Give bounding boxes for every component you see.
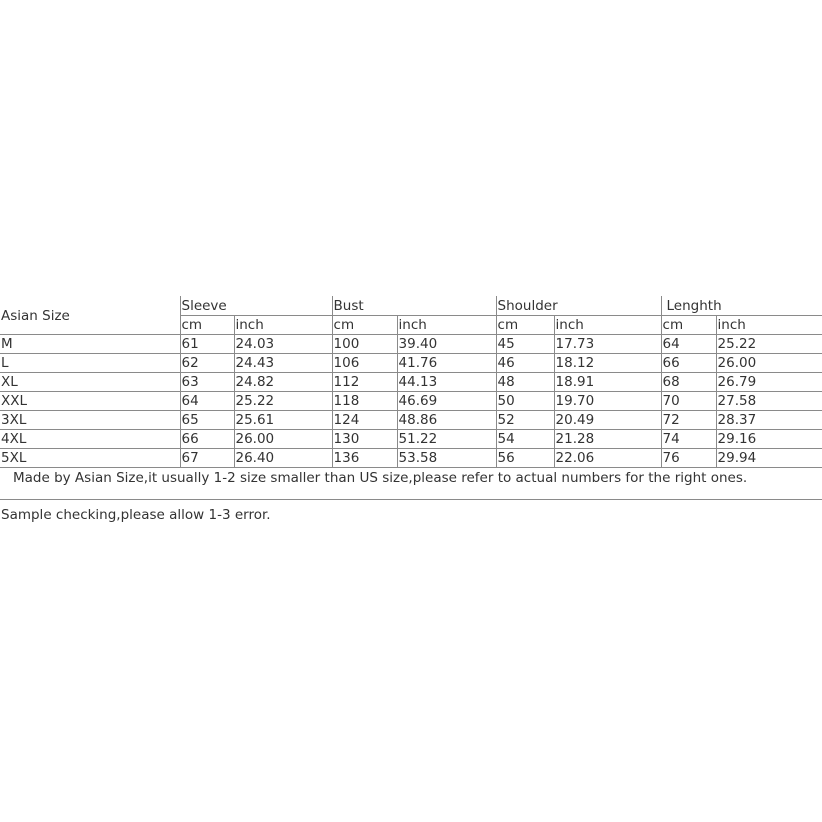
- bust-cm-cell: 106: [332, 354, 397, 373]
- size-label-cell: XL: [0, 373, 180, 392]
- size-chart-table: [0, 296, 822, 500]
- size-label-cell: 3XL: [0, 411, 180, 430]
- group-header-row: [0, 296, 822, 316]
- unit-inch-header: inch: [554, 316, 661, 335]
- sleeve-cm-cell: 65: [180, 411, 234, 430]
- bust-inch-cell: 39.40: [397, 335, 496, 354]
- unit-inch-header: inch: [397, 316, 496, 335]
- bust-inch-cell: 41.76: [397, 354, 496, 373]
- sleeve-cm-cell: 67: [180, 449, 234, 468]
- table-row: [0, 411, 822, 430]
- table-row: [0, 392, 822, 411]
- unit-cm-header: cm: [332, 316, 397, 335]
- unit-cm-header: cm: [180, 316, 234, 335]
- size-label-cell: XXL: [0, 392, 180, 411]
- sleeve-cm-cell: 66: [180, 430, 234, 449]
- size-footnote: Made by Asian Size,it usually 1-2 size smaller than US size,please refer to actual numbers for the right ones.: [0, 468, 822, 500]
- bust-cm-cell: 112: [332, 373, 397, 392]
- sleeve-inch-cell: 25.22: [234, 392, 332, 411]
- sleeve-cm-cell: 63: [180, 373, 234, 392]
- shoulder-inch-cell: 21.28: [554, 430, 661, 449]
- bust-inch-cell: 46.69: [397, 392, 496, 411]
- length-cm-cell: 64: [661, 335, 716, 354]
- table-row: [0, 373, 822, 392]
- sleeve-cm-cell: 62: [180, 354, 234, 373]
- sleeve-cm-cell: 61: [180, 335, 234, 354]
- bust-cm-cell: 136: [332, 449, 397, 468]
- footnote-row: [0, 468, 822, 500]
- shoulder-cm-cell: 48: [496, 373, 554, 392]
- sleeve-inch-cell: 25.61: [234, 411, 332, 430]
- shoulder-cm-cell: 50: [496, 392, 554, 411]
- shoulder-cm-cell: 45: [496, 335, 554, 354]
- size-label-cell: 4XL: [0, 430, 180, 449]
- sleeve-header: Sleeve: [180, 296, 332, 316]
- shoulder-cm-cell: 46: [496, 354, 554, 373]
- length-cm-cell: 68: [661, 373, 716, 392]
- shoulder-inch-cell: 18.91: [554, 373, 661, 392]
- sleeve-inch-cell: 26.40: [234, 449, 332, 468]
- unit-cm-header: cm: [496, 316, 554, 335]
- bust-inch-cell: 48.86: [397, 411, 496, 430]
- bust-inch-cell: 51.22: [397, 430, 496, 449]
- table-row: [0, 449, 822, 468]
- sample-note: Sample checking,please allow 1-3 error.: [1, 507, 271, 523]
- length-cm-cell: 70: [661, 392, 716, 411]
- bust-inch-cell: 44.13: [397, 373, 496, 392]
- table-row: [0, 354, 822, 373]
- shoulder-cm-cell: 54: [496, 430, 554, 449]
- length-inch-cell: 29.16: [716, 430, 822, 449]
- shoulder-inch-cell: 19.70: [554, 392, 661, 411]
- length-cm-cell: 66: [661, 354, 716, 373]
- unit-inch-header: inch: [234, 316, 332, 335]
- bust-cm-cell: 130: [332, 430, 397, 449]
- length-cm-cell: 72: [661, 411, 716, 430]
- asian-size-header: Asian Size: [0, 296, 180, 335]
- sleeve-inch-cell: 24.03: [234, 335, 332, 354]
- bust-cm-cell: 124: [332, 411, 397, 430]
- sleeve-inch-cell: 24.43: [234, 354, 332, 373]
- length-inch-cell: 25.22: [716, 335, 822, 354]
- bust-header: Bust: [332, 296, 496, 316]
- shoulder-inch-cell: 20.49: [554, 411, 661, 430]
- shoulder-cm-cell: 56: [496, 449, 554, 468]
- shoulder-cm-cell: 52: [496, 411, 554, 430]
- length-inch-cell: 28.37: [716, 411, 822, 430]
- table-row: [0, 335, 822, 354]
- size-label-cell: 5XL: [0, 449, 180, 468]
- size-rows: [0, 335, 822, 468]
- shoulder-inch-cell: 22.06: [554, 449, 661, 468]
- shoulder-inch-cell: 18.12: [554, 354, 661, 373]
- length-cm-cell: 76: [661, 449, 716, 468]
- sleeve-cm-cell: 64: [180, 392, 234, 411]
- length-inch-cell: 27.58: [716, 392, 822, 411]
- bust-inch-cell: 53.58: [397, 449, 496, 468]
- sleeve-inch-cell: 26.00: [234, 430, 332, 449]
- length-inch-cell: 26.79: [716, 373, 822, 392]
- shoulder-header: Shoulder: [496, 296, 661, 316]
- bust-cm-cell: 118: [332, 392, 397, 411]
- length-header: Lenghth: [661, 296, 822, 316]
- unit-cm-header: cm: [661, 316, 716, 335]
- unit-inch-header: inch: [716, 316, 822, 335]
- shoulder-inch-cell: 17.73: [554, 335, 661, 354]
- bust-cm-cell: 100: [332, 335, 397, 354]
- length-cm-cell: 74: [661, 430, 716, 449]
- length-inch-cell: 26.00: [716, 354, 822, 373]
- sleeve-inch-cell: 24.82: [234, 373, 332, 392]
- length-inch-cell: 29.94: [716, 449, 822, 468]
- size-label-cell: L: [0, 354, 180, 373]
- size-label-cell: M: [0, 335, 180, 354]
- table-row: [0, 430, 822, 449]
